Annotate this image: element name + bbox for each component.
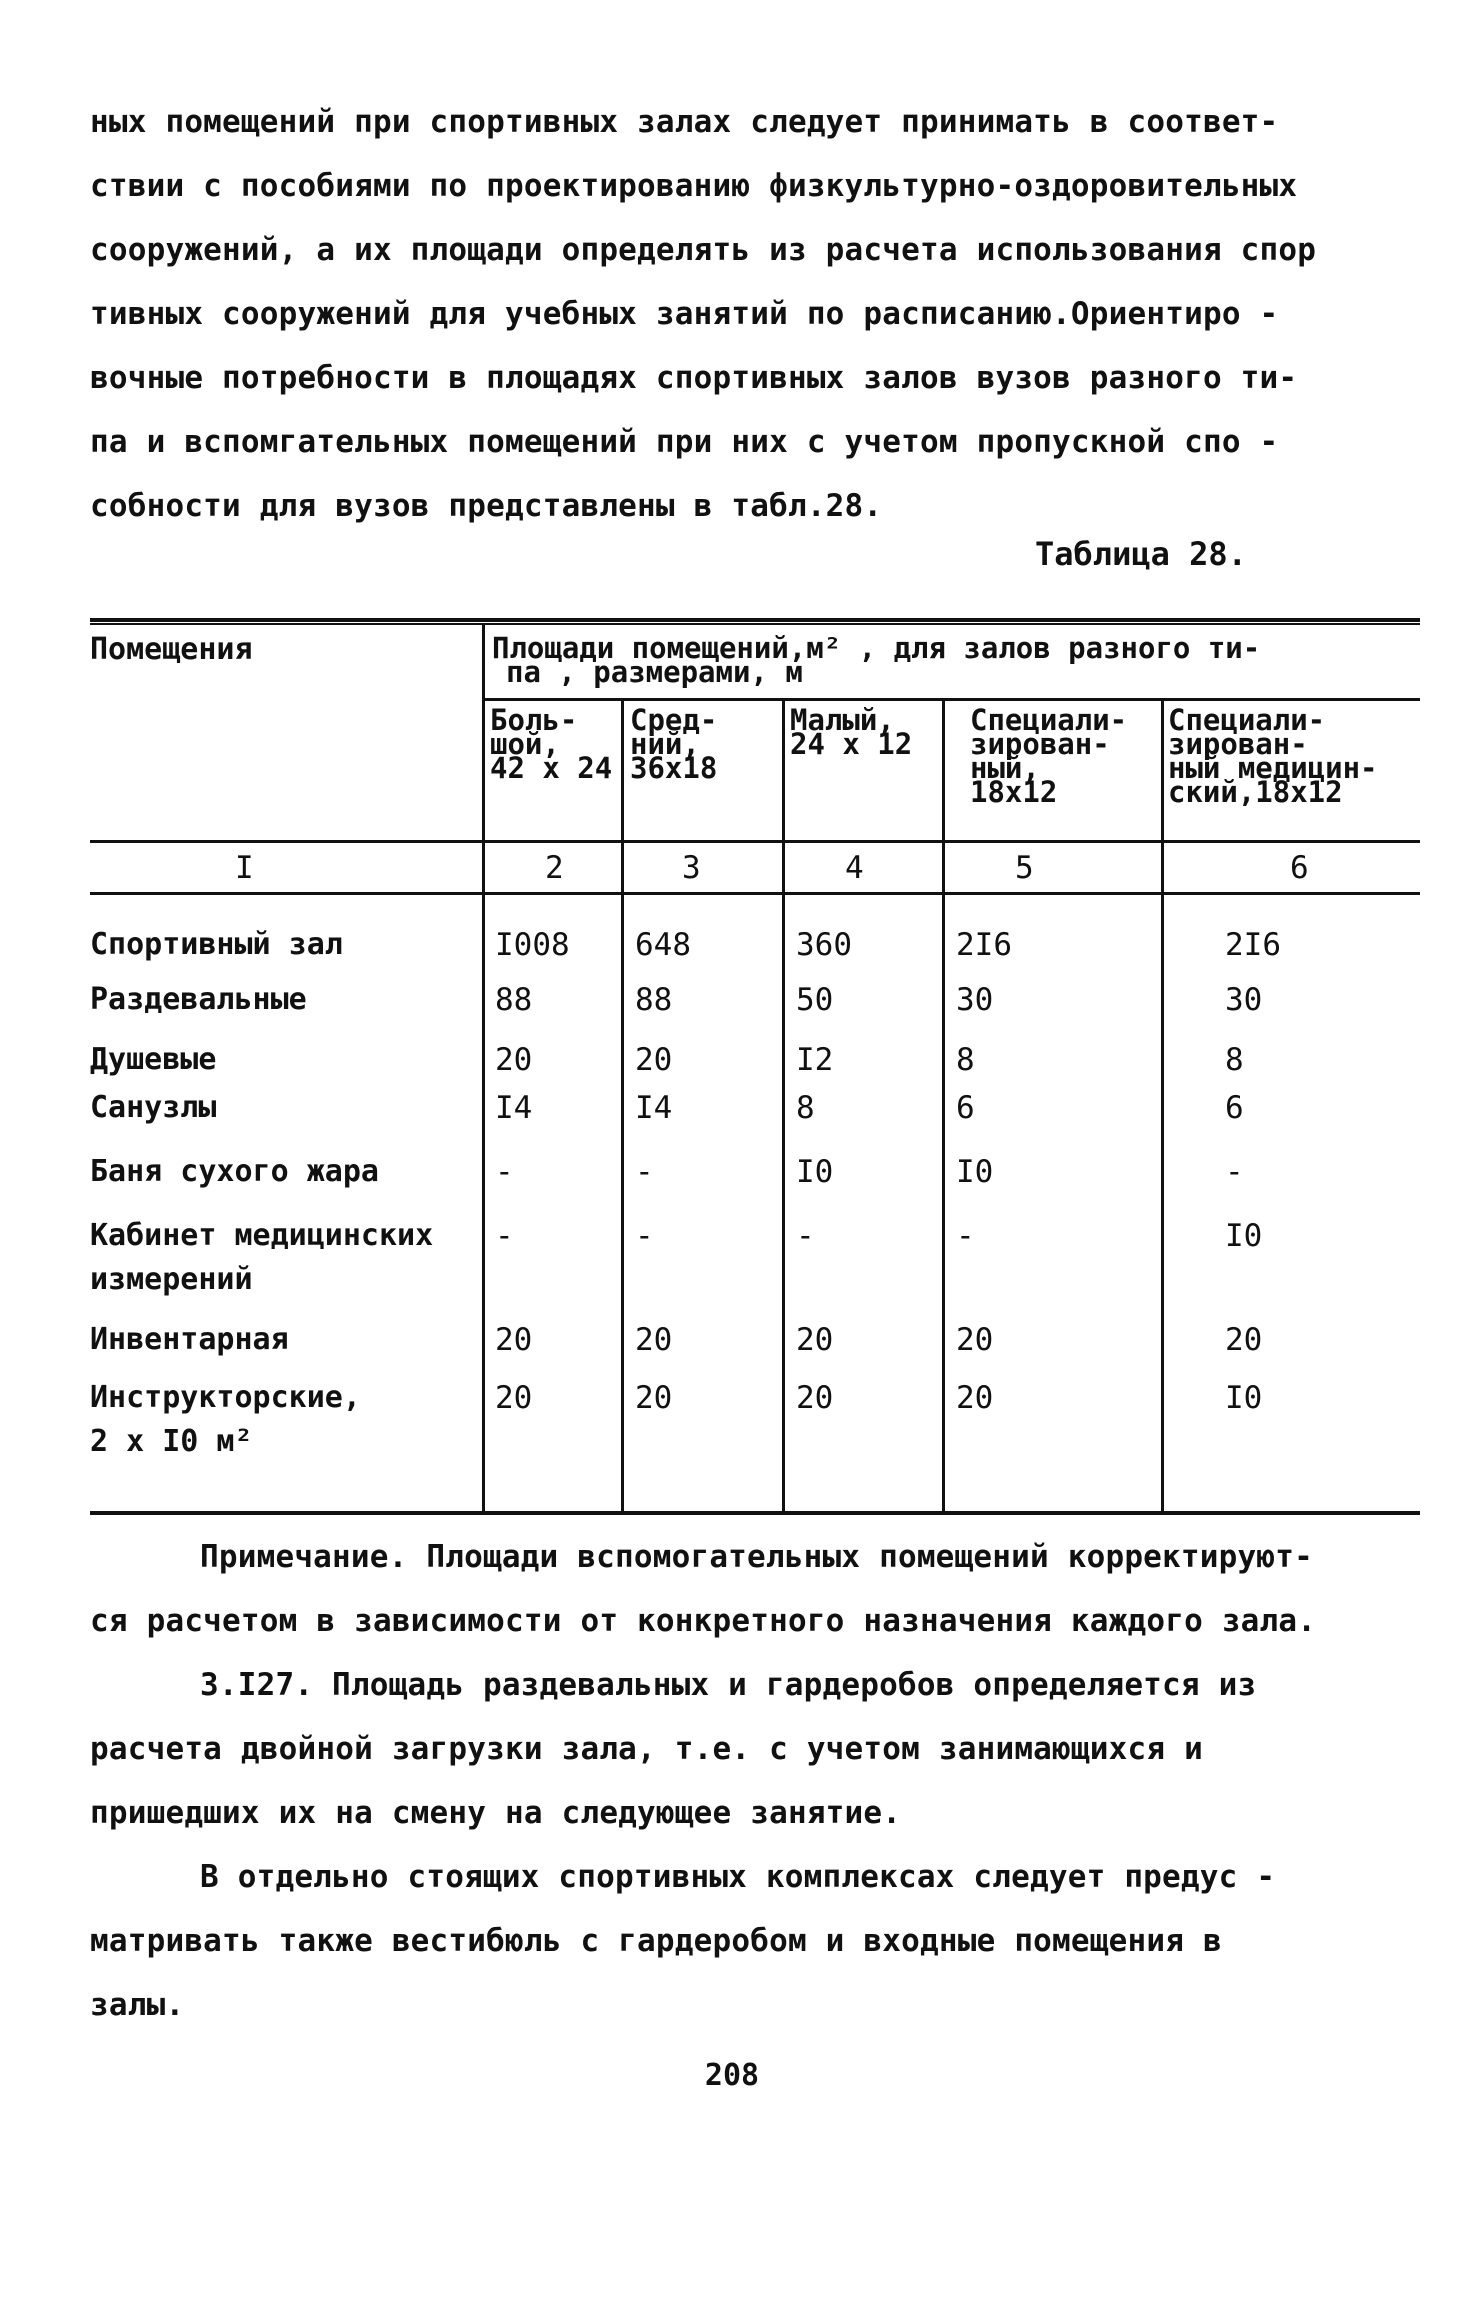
header-text: ный, xyxy=(970,751,1040,785)
group-header-rule xyxy=(485,698,1420,701)
closing-line: В отдельно стоящих спортивных комплексах следует предус - xyxy=(200,1859,1276,1895)
header-group-line: па , размерами, м xyxy=(506,655,803,689)
section-line: пришедших их на смену на следующее занятие. xyxy=(90,1795,902,1831)
row-name xyxy=(90,923,343,967)
table-bottom-rule xyxy=(90,1511,1420,1515)
col-number: 3 xyxy=(682,850,701,886)
row-value: 20 xyxy=(635,1380,673,1416)
row-name-line: Душевые xyxy=(90,1042,217,1077)
intro-line: тивных сооружений для учебных занятий по расписанию.Ориентиро - xyxy=(90,296,1279,332)
row-value: I0 xyxy=(956,1154,994,1190)
row-value: 88 xyxy=(495,982,533,1018)
row-value: I2 xyxy=(796,1042,834,1078)
row-value: I4 xyxy=(635,1090,673,1126)
row-value: I008 xyxy=(495,927,570,963)
header-rooms: Помещения xyxy=(90,632,253,667)
row-name xyxy=(90,1150,379,1194)
col-number: I xyxy=(235,850,254,886)
intro-line: ных помещений при спортивных залах следует принимать в соответ- xyxy=(90,104,1279,140)
closing-line: залы. xyxy=(90,1987,185,2023)
closing-line: матривать также вестибюль с гардеробом и входные помещения в xyxy=(90,1923,1222,1959)
row-value: - xyxy=(796,1218,815,1254)
header-text: 24 х 12 xyxy=(790,727,913,761)
row-name xyxy=(90,1038,216,1082)
row-name xyxy=(90,978,307,1022)
header-group-line: Площади помещений,м² , для залов разного ти- xyxy=(492,631,1261,665)
row-value: 8 xyxy=(956,1042,975,1078)
col-number: 5 xyxy=(1015,850,1034,886)
col-number: 2 xyxy=(545,850,564,886)
row-name xyxy=(90,1376,361,1464)
header-text: Малый, xyxy=(790,703,895,737)
row-value: 20 xyxy=(1225,1322,1263,1358)
row-name-line: измерений xyxy=(90,1262,253,1297)
row-value: - xyxy=(635,1154,654,1190)
number-row-rule xyxy=(90,892,1420,895)
header-col-large xyxy=(490,703,613,785)
header-text: Специали- xyxy=(970,703,1128,737)
header-text: ный медицин- xyxy=(1168,751,1378,785)
row-value: 8 xyxy=(1225,1042,1244,1078)
row-value: 30 xyxy=(956,982,994,1018)
header-text: шой, xyxy=(490,727,560,761)
col-divider-4 xyxy=(942,701,945,1511)
note-line: ся расчетом в зависимости от конкретного назначения каждого зала. xyxy=(90,1603,1317,1639)
row-value: I0 xyxy=(796,1154,834,1190)
col-divider-1 xyxy=(482,625,485,1511)
row-value: 50 xyxy=(796,982,834,1018)
header-text: ский,18х12 xyxy=(1168,775,1343,809)
row-value: 6 xyxy=(1225,1090,1244,1126)
header-bottom-rule xyxy=(90,840,1420,843)
row-value: 20 xyxy=(956,1322,994,1358)
intro-line: вочные потребности в площадях спортивных залов вузов разного ти- xyxy=(90,360,1298,396)
header-text: 18х12 xyxy=(970,775,1058,809)
row-name xyxy=(90,1318,289,1362)
row-value: 20 xyxy=(495,1322,533,1358)
header-text: ний, xyxy=(630,727,700,761)
row-name-line: Санузлы xyxy=(90,1090,217,1125)
col-number: 6 xyxy=(1290,850,1309,886)
row-value: 20 xyxy=(635,1322,673,1358)
row-value: 20 xyxy=(956,1380,994,1416)
row-value: 2I6 xyxy=(956,927,1012,963)
row-value: 360 xyxy=(796,927,852,963)
intro-line: ствии с пособиями по проектированию физкультурно-оздоровительных xyxy=(90,168,1298,204)
row-value: 88 xyxy=(635,982,673,1018)
header-text: зирован- xyxy=(1168,727,1308,761)
table-caption: Таблица 28. xyxy=(1035,535,1247,573)
header-group xyxy=(492,631,1261,689)
row-value: 20 xyxy=(796,1322,834,1358)
header-col-medium xyxy=(630,703,718,785)
table-top-rule-thin xyxy=(90,623,1420,625)
section-3-127 xyxy=(90,1653,1390,1845)
section-line: расчета двойной загрузки зала, т.е. с учетом занимающихся и xyxy=(90,1731,1203,1767)
intro-line: сооружений, а их площади определять из расчета использования спор xyxy=(90,232,1317,268)
areas-table xyxy=(90,618,1420,1518)
header-col-small xyxy=(790,703,913,761)
header-text: Специали- xyxy=(1168,703,1326,737)
section-line: 3.I27. Площадь раздевальных и гардеробов определяется из xyxy=(200,1667,1257,1703)
row-value: I4 xyxy=(495,1090,533,1126)
closing-paragraph xyxy=(90,1845,1390,2037)
row-value: 6 xyxy=(956,1090,975,1126)
row-name-line: Кабинет медицинских xyxy=(90,1218,434,1253)
row-value: 2I6 xyxy=(1225,927,1281,963)
row-value: 20 xyxy=(796,1380,834,1416)
row-name-line: Инструкторские, xyxy=(90,1380,361,1415)
row-value: 30 xyxy=(1225,982,1263,1018)
row-value: 20 xyxy=(635,1042,673,1078)
table-top-rule xyxy=(90,618,1420,622)
row-value: - xyxy=(495,1218,514,1254)
row-value: 20 xyxy=(495,1380,533,1416)
header-text: 42 х 24 xyxy=(490,751,613,785)
col-number: 4 xyxy=(845,850,864,886)
row-name-line: 2 х I0 м² xyxy=(90,1424,253,1459)
intro-line: па и вспомгательных помещений при них с учетом пропускной спо - xyxy=(90,424,1279,460)
col-divider-5 xyxy=(1161,701,1164,1511)
col-divider-3 xyxy=(782,701,785,1511)
row-value: - xyxy=(1225,1154,1244,1190)
header-text: 36х18 xyxy=(630,751,718,785)
row-name xyxy=(90,1214,433,1302)
row-name-line: Раздевальные xyxy=(90,982,307,1017)
row-value: I0 xyxy=(1225,1218,1263,1254)
intro-paragraph xyxy=(90,90,1390,538)
intro-line: собности для вузов представлены в табл.28. xyxy=(90,488,883,524)
row-name-line: Спортивный зал xyxy=(90,927,343,962)
row-name-line: Инвентарная xyxy=(90,1322,289,1357)
row-value: - xyxy=(495,1154,514,1190)
col-divider-2 xyxy=(621,701,624,1511)
table-note xyxy=(90,1525,1464,1653)
header-col-medical xyxy=(1168,703,1378,809)
header-col-specialized xyxy=(970,703,1128,809)
header-text: Сред- xyxy=(630,703,718,737)
header-text: зирован- xyxy=(970,727,1110,761)
row-value: - xyxy=(635,1218,654,1254)
row-value: 20 xyxy=(495,1042,533,1078)
note-line: Примечание. Площади вспомогательных помещений корректируют- xyxy=(200,1539,1313,1575)
header-text: Боль- xyxy=(490,703,578,737)
row-value: 648 xyxy=(635,927,691,963)
page-number: 208 xyxy=(704,2058,760,2093)
row-value: 8 xyxy=(796,1090,815,1126)
row-value: I0 xyxy=(1225,1380,1263,1416)
row-name xyxy=(90,1086,216,1130)
row-name-line: Баня сухого жара xyxy=(90,1154,379,1189)
row-value: - xyxy=(956,1218,975,1254)
